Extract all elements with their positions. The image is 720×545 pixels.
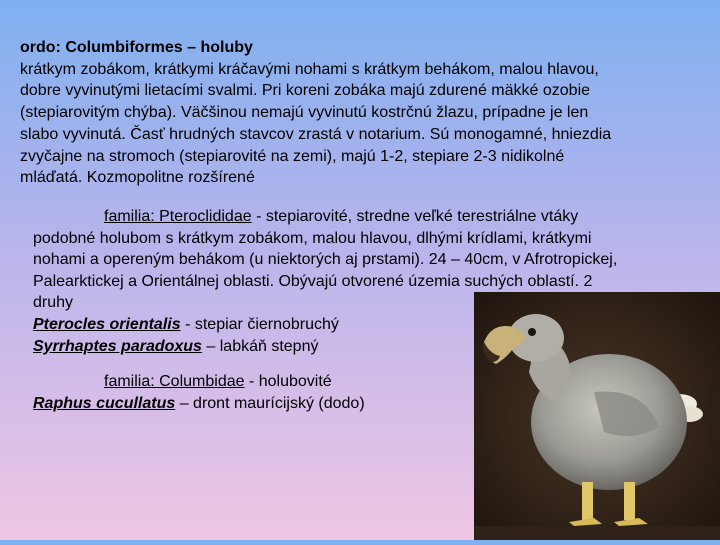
familia-description-line: nohami a opereným behákom (u niektorých aj prstami). 24 – 40cm, v Afrotropickej, bbox=[33, 251, 618, 269]
familia-description: - stepiarovité, stredne veľké terestriálne vtáky bbox=[251, 208, 579, 225]
order-description-line: krátkym zobákom, krátkymi kráčavými nohami s krátkym behákom, malou hlavou, bbox=[20, 60, 599, 78]
order-description-line: slabo vyvinutá. Časť hrudných stavcov zrastá v notarium. Sú monogamné, hniezdia bbox=[20, 125, 612, 143]
species-common-name: – labkáň stepný bbox=[201, 337, 319, 355]
species-common-name: - stepiar čiernobruchý bbox=[180, 315, 339, 333]
dodo-illustration bbox=[474, 292, 720, 540]
order-description-line: dobre vyvinutými lietacími svalmi. Pri koreni zobáka majú zdurené mäkké ozobie bbox=[20, 82, 591, 100]
species-common-name: – dront maurícijský (dodo) bbox=[175, 395, 365, 412]
dodo-photo bbox=[474, 292, 720, 540]
ground bbox=[474, 526, 720, 540]
familia-description: - holubovité bbox=[244, 373, 332, 390]
species-latin-name: Pterocles orientalis bbox=[33, 315, 181, 333]
species-item bbox=[33, 393, 533, 415]
familia-description-line: podobné holubom s krátkym zobákom, malou hlavou, dlhými krídlami, krátkymi bbox=[33, 229, 592, 247]
familia-heading-line bbox=[33, 371, 533, 393]
order-description-line: mláďatá. Kozmopolitne rozšírené bbox=[20, 169, 255, 187]
species-latin-name: Syrrhaptes paradoxus bbox=[33, 337, 202, 355]
order-description-line: zvyčajne na stromoch (stepiarovité na zemi), majú 1-2, stepiare 2-3 nidikolné bbox=[20, 147, 565, 165]
dodo-eye bbox=[528, 328, 536, 336]
familia-name-link: familia: Pteroclididae bbox=[104, 208, 252, 225]
species-latin-name: Raphus cucullatus bbox=[33, 395, 176, 412]
order-title: ordo: Columbiformes – holuby bbox=[20, 39, 253, 56]
familia-columbidae-section bbox=[33, 371, 533, 415]
familia-name-link: familia: Columbidae bbox=[104, 373, 245, 390]
familia-heading-line bbox=[33, 206, 703, 228]
familia-description-line: Palearktickej a Orientálnej oblasti. Obývajú otvorené územia suchých oblastí. 2 bbox=[33, 272, 593, 290]
familia-description-line: druhy bbox=[33, 294, 74, 312]
order-section bbox=[20, 37, 700, 189]
order-description-line: (stepiarovitým chýba). Väčšinou nemajú vyvinutú kostrčnú žlazu, prípadne je len bbox=[20, 104, 589, 122]
